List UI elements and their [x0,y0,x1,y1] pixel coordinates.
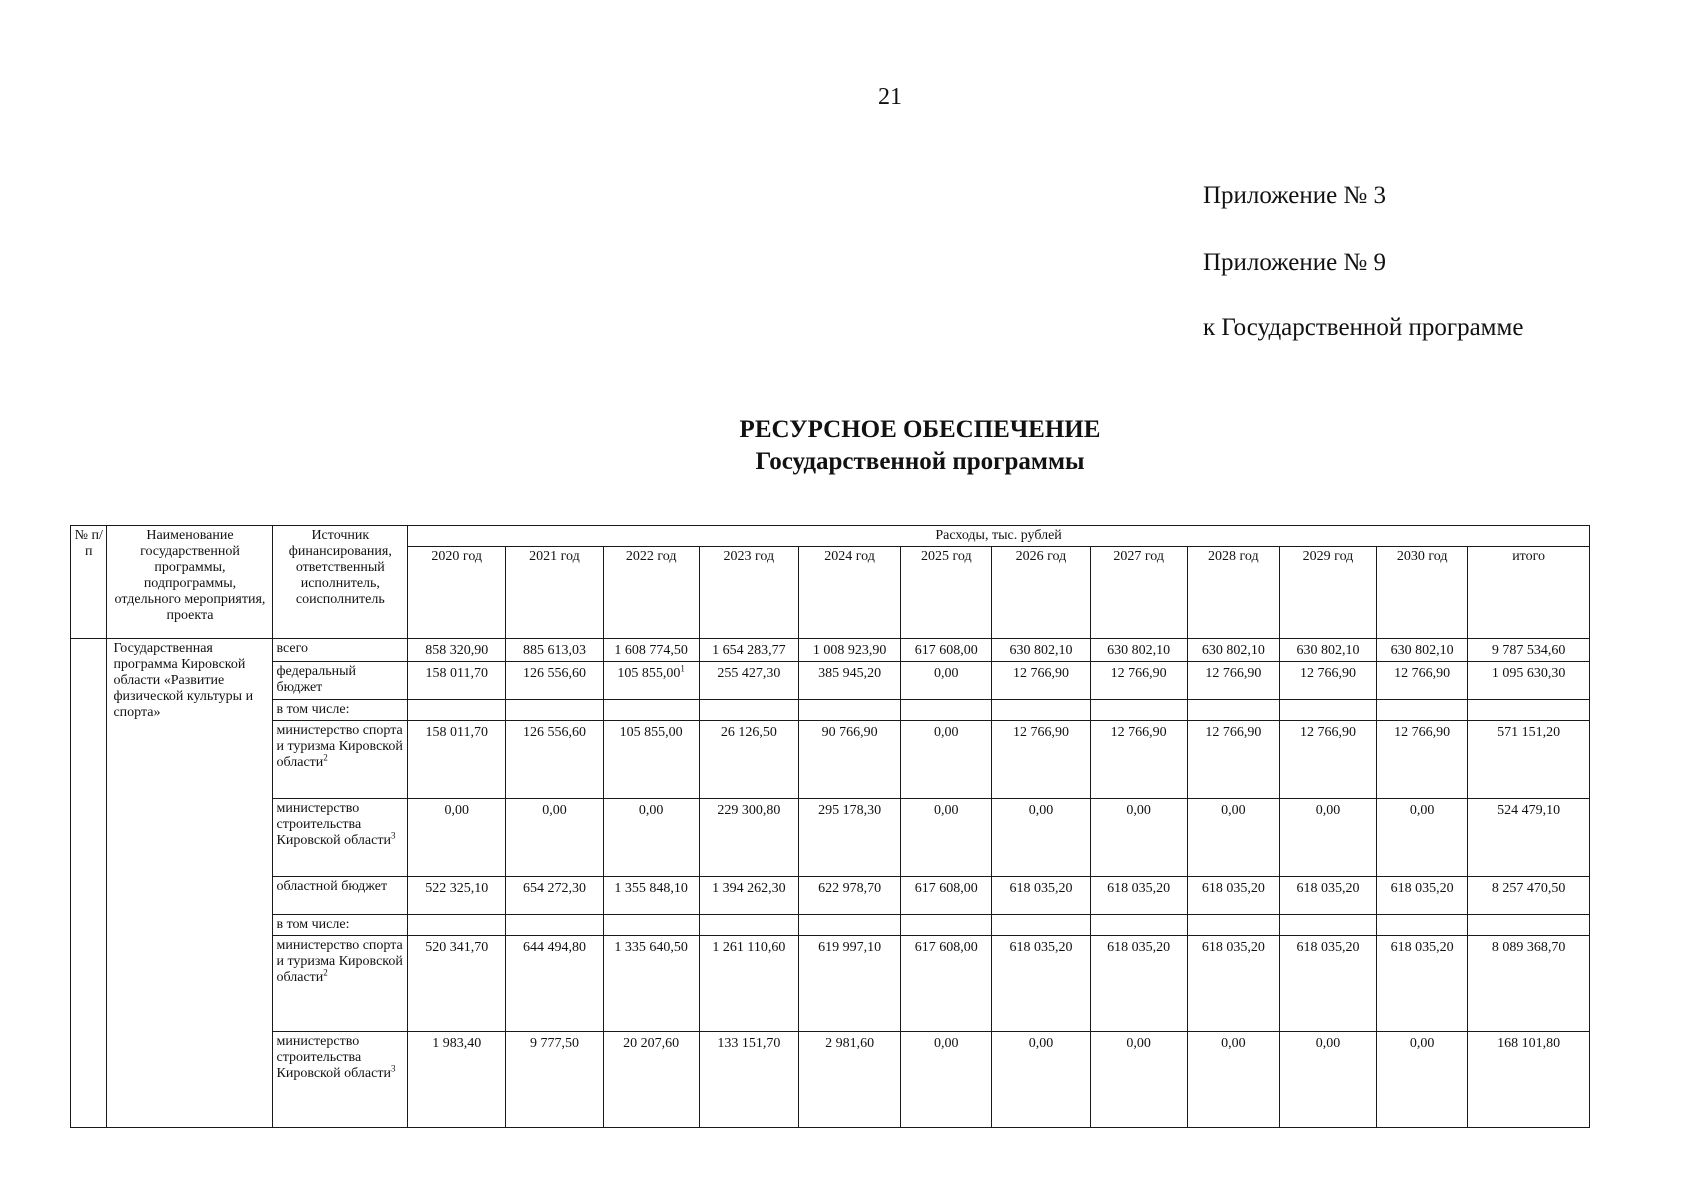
value-text: 126 556,60 [522,666,586,681]
value-cell [1377,936,1468,1032]
value-cell [1187,936,1279,1032]
value-text: 9 787 534,60 [1491,643,1566,658]
value-cell [1279,662,1376,700]
value-text: 12 766,90 [1012,725,1069,740]
value-cell [901,662,992,700]
header-year: 2021 год [506,547,603,639]
value-cell [408,639,506,662]
appendix-line-3: к Государственной программе [1203,314,1524,341]
value-text: 630 802,10 [1296,643,1360,658]
value-cell [1279,915,1376,936]
value-text: 0,00 [1409,1036,1435,1051]
value-cell [992,915,1090,936]
value-text: 618 035,20 [1201,940,1265,955]
footnote-marker: 1 [680,663,685,674]
value-text: 520 341,70 [425,940,489,955]
value-text: 1 654 283,77 [712,643,786,658]
value-cell [1377,1032,1468,1128]
table-row [71,662,1590,700]
value-cell [1090,799,1187,877]
value-cell [798,721,900,799]
value-text: 630 802,10 [1107,643,1171,658]
value-cell [506,700,603,721]
value-text: 133 151,70 [717,1036,781,1051]
value-text: 1 008 923,90 [812,643,887,658]
value-text: 885 613,03 [522,643,586,658]
header-year: 2020 год [408,547,506,639]
value-text: 618 035,20 [1107,940,1171,955]
value-text: 105 855,00 [617,666,681,681]
funding-source-text: в том числе: [276,702,350,717]
value-cell [603,915,699,936]
value-text: 8 089 368,70 [1491,940,1566,955]
value-cell [699,877,798,915]
value-cell [506,662,603,700]
value-cell [992,662,1090,700]
value-cell [408,1032,506,1128]
value-text: 229 300,80 [717,803,781,818]
value-cell [408,915,506,936]
value-cell [1090,700,1187,721]
value-text: 618 035,20 [1201,881,1265,896]
value-text: 20 207,60 [623,1036,680,1051]
value-text: 618 035,20 [1107,881,1171,896]
value-cell [1187,721,1279,799]
value-cell [1090,662,1187,700]
value-cell [1377,662,1468,700]
value-text: 0,00 [1028,1036,1054,1051]
value-text: 1 355 848,10 [614,881,688,896]
total-cell [1468,700,1590,721]
value-cell [699,721,798,799]
value-text: 0,00 [934,725,959,740]
value-cell [901,639,992,662]
value-text: 0,00 [1126,803,1151,818]
value-cell [1187,1032,1279,1128]
total-cell [1468,721,1590,799]
value-text: 617 608,00 [914,643,978,658]
table-row [71,1032,1590,1128]
funding-source-text: министерство спорта и туризма Кировской области [276,938,403,985]
header-year: 2022 год [603,547,699,639]
value-cell [1377,877,1468,915]
header-name: Наименование государственной программы, подпрограммы, отдельного мероприятия, проекта [107,526,273,639]
value-text: 0,00 [1221,1036,1246,1051]
value-cell [699,662,798,700]
value-text: 0,00 [1315,803,1341,818]
funding-source [273,799,408,877]
value-cell [699,1032,798,1128]
value-cell [506,721,603,799]
value-cell [603,936,699,1032]
value-text: 618 035,20 [1296,881,1360,896]
value-text: 385 945,20 [818,666,882,681]
value-text: 0,00 [934,666,959,681]
value-cell [603,877,699,915]
value-cell [1090,877,1187,915]
table-row [71,799,1590,877]
funding-source-text: всего [276,641,309,656]
value-text: 12 766,90 [1205,725,1262,740]
value-text: 654 272,30 [522,881,586,896]
value-cell [506,936,603,1032]
table-row [71,936,1590,1032]
document-title [0,414,1694,478]
value-text: 12 766,90 [1299,725,1356,740]
value-cell [992,877,1090,915]
value-text: 630 802,10 [1201,643,1265,658]
value-cell [1377,721,1468,799]
value-text: 1 095 630,30 [1491,666,1566,681]
row-number-cell [71,639,107,1128]
value-cell [1090,639,1187,662]
value-text: 8 257 470,50 [1491,881,1566,896]
value-text: 0,00 [444,803,469,818]
header-total: итого [1468,547,1590,639]
value-cell [603,700,699,721]
program-name: Государственная программа Кировской области «Развитие физической культуры и спорта» [107,639,273,1128]
value-cell [1187,662,1279,700]
header-year: 2029 год [1279,547,1376,639]
table-row [71,877,1590,915]
value-text: 0,00 [1221,803,1246,818]
value-text: 126 556,60 [522,725,586,740]
footnote-marker: 3 [390,830,396,841]
funding-source [273,700,408,721]
value-text: 644 494,80 [522,940,586,955]
value-cell [408,877,506,915]
value-cell [1279,1032,1376,1128]
footnote-marker: 2 [323,752,328,763]
value-cell [699,936,798,1032]
value-text: 0,00 [934,803,959,818]
value-text: 617 608,00 [914,940,978,955]
value-cell [798,799,900,877]
value-cell [1279,639,1376,662]
value-cell [992,721,1090,799]
value-cell [408,700,506,721]
value-text: 12 766,90 [1110,725,1167,740]
value-cell [1279,877,1376,915]
value-text: 571 151,20 [1497,725,1561,740]
value-cell [1377,799,1468,877]
value-cell [992,700,1090,721]
value-cell [1090,915,1187,936]
total-cell [1468,1032,1590,1128]
value-cell [408,721,506,799]
value-cell [901,1032,992,1128]
funding-source [273,1032,408,1128]
title-line-1: РЕСУРСНОЕ ОБЕСПЕЧЕНИЕ [739,416,1101,443]
funding-source-text: министерство спорта и туризма Кировской области [276,723,403,770]
value-text: 858 320,90 [425,643,489,658]
value-cell [506,799,603,877]
funding-source-text: областной бюджет [276,879,388,894]
value-cell [798,877,900,915]
value-text: 12 766,90 [1205,666,1262,681]
value-cell [1279,700,1376,721]
value-text: 0,00 [1409,803,1435,818]
value-text: 622 978,70 [818,881,882,896]
value-text: 12 766,90 [1394,725,1451,740]
funding-source [273,721,408,799]
value-text: 619 997,10 [818,940,882,955]
value-cell [901,877,992,915]
funding-source [273,936,408,1032]
total-cell [1468,799,1590,877]
value-cell [901,936,992,1032]
value-cell [992,936,1090,1032]
value-cell [798,915,900,936]
value-text: 168 101,80 [1497,1036,1561,1051]
value-cell [408,936,506,1032]
value-text: 630 802,10 [1390,643,1454,658]
funding-source [273,915,408,936]
value-cell [1090,936,1187,1032]
value-cell [1377,915,1468,936]
value-text: 12 766,90 [1394,666,1451,681]
value-text: 1 983,40 [432,1036,482,1051]
footnote-marker: 3 [390,1063,396,1074]
value-cell [603,799,699,877]
value-cell [901,721,992,799]
header-year: 2030 год [1377,547,1468,639]
value-cell [603,662,699,700]
value-cell [1377,639,1468,662]
value-cell [699,799,798,877]
appendix-line-1: Приложение № 3 [1203,182,1387,209]
value-text: 0,00 [1315,1036,1341,1051]
funding-source-text: министерство строительства Кировской области [276,1034,391,1081]
value-text: 0,00 [1028,803,1054,818]
value-cell [1187,877,1279,915]
funding-source-text: федеральный бюджет [276,664,357,695]
resource-table [70,525,1590,1128]
value-cell [901,700,992,721]
value-text: 618 035,20 [1296,940,1360,955]
value-text: 1 608 774,50 [614,643,688,658]
value-text: 0,00 [638,803,664,818]
total-cell [1468,662,1590,700]
value-cell [699,915,798,936]
table-row [71,700,1590,721]
value-text: 12 766,90 [1012,666,1069,681]
value-text: 618 035,20 [1009,940,1073,955]
value-cell [992,639,1090,662]
value-text: 9 777,50 [529,1036,579,1051]
header-expenses: Расходы, тыс. рублей [408,526,1590,547]
value-text: 2 981,60 [825,1036,875,1051]
value-text: 524 479,10 [1497,803,1561,818]
value-text: 618 035,20 [1390,940,1454,955]
value-text: 12 766,90 [1110,666,1167,681]
header-year: 2026 год [992,547,1090,639]
value-cell [506,639,603,662]
value-cell [1187,915,1279,936]
value-text: 1 261 110,60 [712,940,786,955]
header-source: Источник финансирования, ответственный исполнитель, соисполнитель [273,526,408,639]
funding-source [273,877,408,915]
funding-source [273,639,408,662]
value-text: 1 335 640,50 [614,940,688,955]
value-cell [798,700,900,721]
value-cell [506,1032,603,1128]
value-cell [699,639,798,662]
value-cell [1279,936,1376,1032]
value-text: 0,00 [542,803,567,818]
value-cell [408,799,506,877]
value-text: 522 325,10 [425,881,489,896]
value-cell [798,662,900,700]
value-text: 0,00 [934,1036,959,1051]
value-cell [798,1032,900,1128]
table-row [71,639,1590,662]
funding-source-text: в том числе: [276,917,350,932]
header-year: 2025 год [901,547,992,639]
value-cell [1090,721,1187,799]
header-year: 2027 год [1090,547,1187,639]
value-text: 618 035,20 [1009,881,1073,896]
value-cell [603,721,699,799]
value-text: 255 427,30 [717,666,781,681]
total-cell [1468,877,1590,915]
table-row [71,915,1590,936]
value-cell [699,700,798,721]
value-cell [1377,700,1468,721]
value-cell [1187,799,1279,877]
total-cell [1468,639,1590,662]
value-cell [992,799,1090,877]
value-text: 105 855,00 [619,725,683,740]
value-cell [1090,1032,1187,1128]
value-text: 295 178,30 [818,803,882,818]
funding-source [273,662,408,700]
value-cell [1187,700,1279,721]
value-cell [506,877,603,915]
value-text: 630 802,10 [1009,643,1073,658]
page-number: 21 [878,84,902,110]
value-text: 1 394 262,30 [712,881,786,896]
value-cell [798,639,900,662]
title-line-2: Государственной программы [755,448,1085,475]
value-cell [992,1032,1090,1128]
header-no: № п/п [71,526,107,639]
value-text: 26 126,50 [720,725,777,740]
header-year: 2024 год [798,547,900,639]
value-cell [798,936,900,1032]
value-cell [408,662,506,700]
value-text: 158 011,70 [425,725,488,740]
funding-source-text: министерство строительства Кировской области [276,801,391,848]
value-cell [603,639,699,662]
table-row [71,721,1590,799]
value-text: 12 766,90 [1299,666,1356,681]
value-cell [603,1032,699,1128]
value-cell [1279,799,1376,877]
value-text: 90 766,90 [821,725,878,740]
value-cell [1187,639,1279,662]
value-text: 0,00 [1126,1036,1151,1051]
value-cell [901,799,992,877]
value-text: 618 035,20 [1390,881,1454,896]
value-text: 158 011,70 [425,666,488,681]
value-cell [1279,721,1376,799]
value-text: 617 608,00 [914,881,978,896]
appendix-line-2: Приложение № 9 [1203,249,1387,276]
footnote-marker: 2 [323,967,328,978]
header-year: 2023 год [699,547,798,639]
header-year: 2028 год [1187,547,1279,639]
value-cell [506,915,603,936]
value-cell [901,915,992,936]
total-cell [1468,915,1590,936]
total-cell [1468,936,1590,1032]
